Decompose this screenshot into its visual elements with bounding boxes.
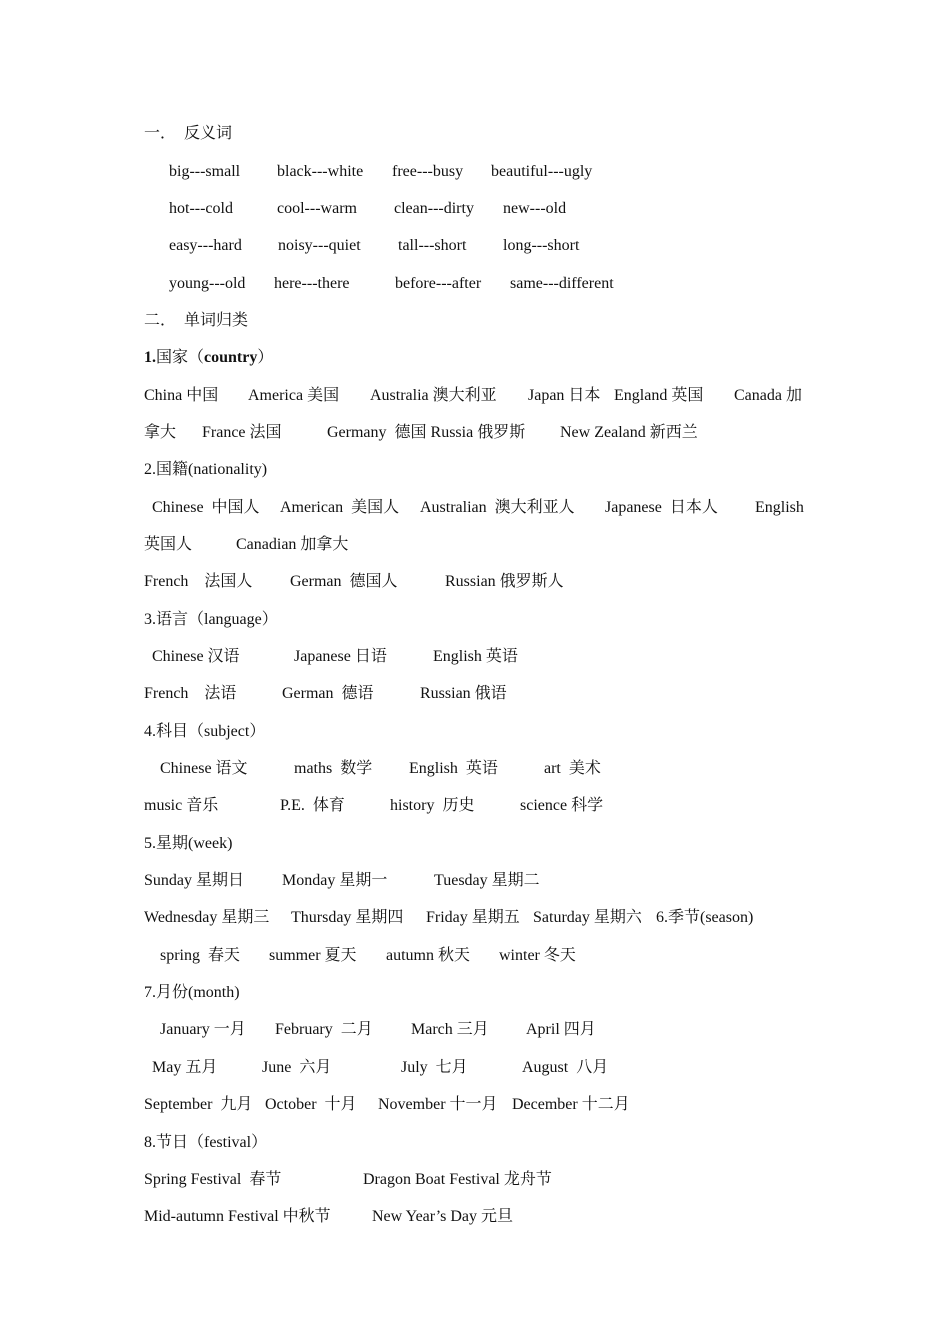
word-item: French 法国人 [144,573,253,590]
word-item: New Year’s Day 元旦 [372,1208,514,1225]
word-item: China 中国 [144,387,219,404]
word-item: December 十二月 [512,1096,630,1113]
antonym-pair: new---old [503,200,567,217]
word-item: August 八月 [522,1059,609,1076]
category-title-festival: 8.节日（festival） [144,1134,268,1151]
antonym-pair: before---after [395,275,482,292]
word-item: English 英语 [409,760,498,777]
word-item: February 二月 [275,1021,373,1038]
word-item: England 英国 [614,387,704,404]
word-item: January 一月 [160,1021,246,1038]
section-heading-antonyms: 一． 反义词 [144,125,233,142]
category-title-month: 7.月份(month) [144,984,240,1001]
antonym-pair: tall---short [398,237,467,254]
word-item: Russian 俄语 [420,685,507,702]
word-item: American 美国人 [280,499,400,516]
word-item: Canada 加 [734,387,802,404]
antonym-pair: beautiful---ugly [491,163,593,180]
word-item: autumn 秋天 [386,947,470,964]
antonym-pair: cool---warm [277,200,357,217]
word-item: October 十月 [265,1096,357,1113]
word-item: Japanese 日本人 [605,499,718,516]
word-item: science 科学 [520,797,604,814]
word-item: German 德国人 [290,573,398,590]
word-item: spring 春天 [160,947,241,964]
word-item: German 德语 [282,685,374,702]
word-item: Japan 日本 [528,387,601,404]
category-title-cn: 国家（ [156,349,205,366]
word-item: France 法国 [202,424,282,441]
word-item: art 美术 [544,760,601,777]
word-item: April 四月 [526,1021,596,1038]
word-item: September 九月 [144,1096,253,1113]
word-item: P.E. 体育 [280,797,345,814]
word-item: history 历史 [390,797,475,814]
antonym-pair: here---there [274,275,350,292]
word-item: Sunday 星期日 [144,872,245,889]
word-item: July 七月 [401,1059,468,1076]
word-item: New Zealand 新西兰 [560,424,698,441]
word-item: 英国人 [144,536,193,553]
section-heading-word-categories: 二． 单词归类 [144,312,249,329]
word-item: Australia 澳大利亚 [370,387,497,404]
antonym-pair: same---different [510,275,614,292]
word-item: Mid-autumn Festival 中秋节 [144,1208,331,1225]
word-item: Chinese 中国人 [152,499,260,516]
word-item: November 十一月 [378,1096,498,1113]
word-item: June 六月 [262,1059,332,1076]
word-item: Friday 星期五 [426,909,520,926]
word-item: English [755,499,804,516]
category-title-season: 6.季节(season) [656,909,754,926]
category-title-en: country [204,349,258,366]
antonym-pair: big---small [169,163,241,180]
word-item: French 法语 [144,685,237,702]
category-title-subject: 4.科目（subject） [144,723,266,740]
word-item: Wednesday 星期三 [144,909,270,926]
word-item: Russian 俄罗斯人 [445,573,564,590]
word-item: maths 数学 [294,760,373,777]
word-item: Japanese 日语 [294,648,387,665]
antonym-pair: young---old [169,275,246,292]
category-title-language: 3.语言（language） [144,611,278,628]
word-item: Thursday 星期四 [291,909,404,926]
word-item: 拿大 [144,424,177,441]
word-item: May 五月 [152,1059,218,1076]
antonym-pair: easy---hard [169,237,242,254]
word-item: Spring Festival 春节 [144,1171,282,1188]
category-title-close: ） [257,349,274,366]
word-item: Chinese 汉语 [152,648,240,665]
word-item: Germany 德国 Russia 俄罗斯 [327,424,526,441]
word-item: America 美国 [248,387,340,404]
word-item: summer 夏天 [269,947,357,964]
word-item: Canadian 加拿大 [236,536,349,553]
word-item: winter 冬天 [499,947,576,964]
antonym-pair: hot---cold [169,200,233,217]
word-item: March 三月 [411,1021,489,1038]
antonym-pair: clean---dirty [394,200,474,217]
word-item: English 英语 [433,648,518,665]
word-item: Tuesday 星期二 [434,872,540,889]
word-item: music 音乐 [144,797,219,814]
category-title-week: 5.星期(week) [144,835,233,852]
antonym-pair: black---white [277,163,364,180]
word-item: Monday 星期一 [282,872,388,889]
word-item: Australian 澳大利亚人 [420,499,575,516]
word-item: Saturday 星期六 [533,909,642,926]
word-item: Chinese 语文 [160,760,248,777]
antonym-pair: free---busy [392,163,464,180]
category-number: 1. [144,349,156,366]
antonym-pair: long---short [503,237,580,254]
category-title-country [144,348,273,368]
word-item: Dragon Boat Festival 龙舟节 [363,1171,552,1188]
category-title-nationality: 2.国籍(nationality) [144,461,268,478]
antonym-pair: noisy---quiet [278,237,361,254]
